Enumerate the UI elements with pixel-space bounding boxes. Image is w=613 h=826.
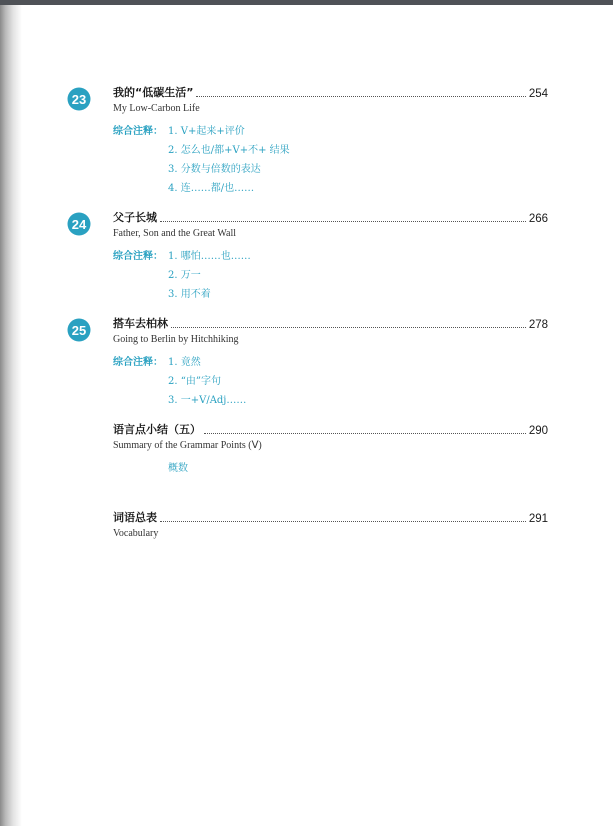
notes-label: 综合注释： (113, 251, 163, 262)
dot-leader (204, 432, 526, 434)
page-number: 254 (528, 88, 548, 100)
notes-label: 综合注释： (113, 357, 163, 368)
lesson-title-en: My Low-Carbon Life (113, 103, 200, 114)
page-number: 291 (528, 513, 548, 525)
grammar-note: 1. 竟然 (168, 357, 201, 368)
dot-leader (196, 95, 525, 97)
page-number: 266 (528, 213, 548, 225)
lesson-number: 25 (71, 323, 87, 338)
lesson-number-badge (67, 212, 91, 236)
lesson-title-zh[interactable]: 搭车去柏林 (113, 317, 168, 330)
lesson-title-zh[interactable]: 父子长城 (113, 211, 157, 224)
page-spine-shadow (0, 5, 22, 826)
lesson-number-badge (67, 318, 91, 342)
dot-leader (171, 326, 526, 328)
summary-note: 概数 (168, 463, 188, 474)
grammar-note: 2. 怎么也/都+V+不+ 结果 (168, 145, 290, 156)
dot-leader (160, 220, 526, 222)
lesson-number: 23 (71, 92, 87, 107)
page-number: 290 (528, 425, 548, 437)
grammar-note: 4. 连……都/也…… (168, 183, 255, 194)
grammar-note: 3. 分数与倍数的表达 (168, 164, 261, 175)
dot-leader (160, 520, 526, 522)
page-number: 278 (528, 319, 548, 331)
summary-title-zh[interactable]: 语言点小结（五） (113, 423, 201, 436)
grammar-note: 1. V+起来+评价 (168, 126, 245, 137)
lesson-title-en: Going to Berlin by Hitchhiking (113, 334, 239, 345)
top-border (0, 0, 613, 5)
lesson-number-badge (67, 87, 91, 111)
grammar-note: 3. 用不着 (168, 289, 211, 300)
grammar-note: 2. “由”字句 (168, 376, 221, 387)
vocabulary-title-zh[interactable]: 词语总表 (113, 511, 157, 524)
lesson-number: 24 (71, 217, 87, 232)
lesson-title-en: Father, Son and the Great Wall (113, 228, 237, 239)
summary-title-en: Summary of the Grammar Points (Ⅴ) (113, 440, 262, 451)
vocabulary-title-en: Vocabulary (113, 528, 159, 539)
lesson-title-zh[interactable]: 我的“低碳生活” (113, 86, 194, 99)
grammar-note: 1. 哪怕……也…… (168, 251, 251, 262)
grammar-note: 3. 一+V/Adj…… (168, 395, 247, 406)
grammar-note: 2. 万一 (168, 270, 201, 281)
notes-label: 综合注释： (113, 126, 163, 137)
